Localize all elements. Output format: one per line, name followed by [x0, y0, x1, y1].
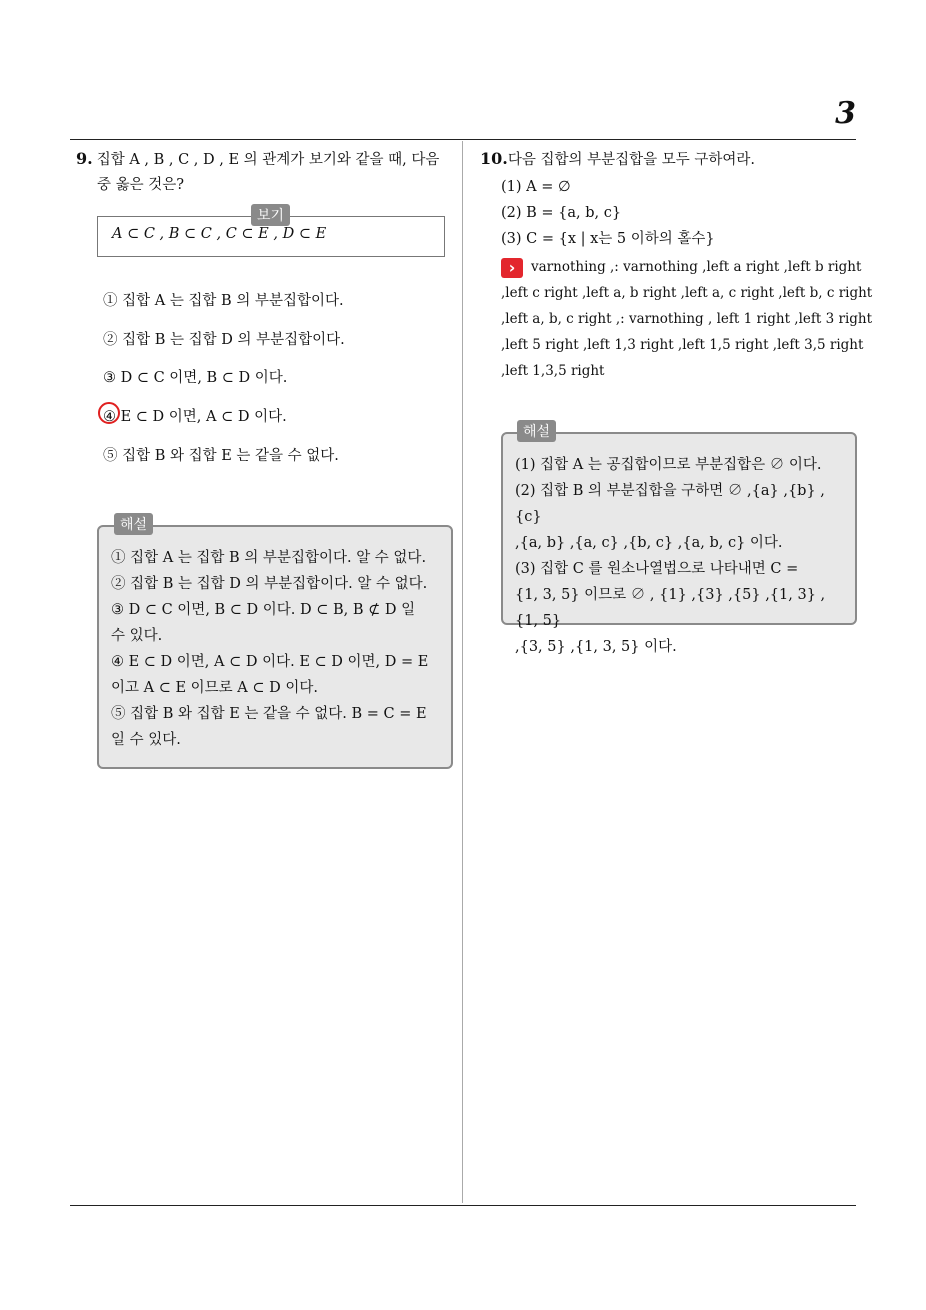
q10-answer-line: varnothing ,: varnothing ,left a right ,left b right [531, 259, 862, 275]
q9-solution-line: ① 집합 A 는 집합 B 의 부분집합이다. 알 수 없다. [111, 550, 427, 566]
column-divider [462, 141, 463, 1203]
q10-answer-line: ,left c right ,left a, b right ,left a, c right ,left b, c right [501, 285, 873, 301]
q10-solution-line: (2) 집합 B 의 부분집합을 구하면 ∅ ,{a} ,{b} ,{c} [515, 483, 825, 525]
header-rule [70, 139, 856, 140]
q9-option-4[interactable]: ④ E ⊂ D 이면, A ⊂ D 이다. [103, 409, 287, 425]
selected-answer-circle-icon [98, 402, 120, 424]
q10-item-2: (2) B = {a, b, c} [501, 205, 622, 221]
q10-answer-line: ,left 5 right ,left 1,3 right ,left 1,5 right ,left 3,5 right [501, 337, 864, 353]
q9-solution-line: ② 집합 B 는 집합 D 의 부분집합이다. 알 수 없다. [111, 576, 428, 592]
q9-solution-line: ③ D ⊂ C 이면, B ⊂ D 이다. D ⊂ B, B ⊄ D 일 [111, 602, 416, 618]
q10-answer-line: ,left a, b, c right ,: varnothing , left 1 right ,left 3 right [501, 311, 873, 327]
q10-solution-line: ,{3, 5} ,{1, 3, 5} 이다. [515, 639, 677, 655]
q9-option-3[interactable]: ③ D ⊂ C 이면, B ⊂ D 이다. [103, 370, 288, 386]
q9-stem-line2: 중 옳은 것은? [97, 177, 185, 193]
bogi-label: 보기 [251, 204, 290, 226]
q9-option-2[interactable]: ② 집합 B 는 집합 D 의 부분집합이다. [103, 332, 345, 348]
q9-option-5[interactable]: ⑤ 집합 B 와 집합 E 는 같을 수 없다. [103, 448, 339, 464]
page-number: 3 [835, 96, 856, 131]
q10-item-3: (3) C = {x | x는 5 이하의 홀수} [501, 231, 715, 247]
q9-solution-label: 해설 [114, 513, 153, 535]
q10-answer [501, 254, 873, 384]
q10-stem-text: 다음 집합의 부분집합을 모두 구하여라. [507, 152, 755, 168]
q10-stem [480, 146, 860, 173]
q9-stem-line1: 집합 A , B , C , D , E 의 관계가 보기와 같을 때, 다음 [96, 152, 440, 168]
q10-solution-line: (1) 집합 A 는 공집합이므로 부분집합은 ∅ 이다. [515, 457, 822, 473]
q9-solution-line: 일 수 있다. [111, 732, 181, 748]
q10-solution-line: (3) 집합 C 를 원소나열법으로 나타내면 C = [515, 561, 799, 577]
footer-rule [70, 1205, 856, 1206]
chevron-right-icon: › [501, 258, 523, 278]
q10-number: 10. [480, 149, 508, 168]
q9-solution-line: 수 있다. [111, 628, 163, 644]
q9-option-1[interactable]: ① 집합 A 는 집합 B 의 부분집합이다. [103, 293, 344, 309]
bogi-content: A ⊂ C , B ⊂ C , C ⊂ E , D ⊂ E [112, 226, 327, 242]
q9-solution-line: ④ E ⊂ D 이면, A ⊂ D 이다. E ⊂ D 이면, D = E [111, 654, 429, 670]
q10-solution-label: 해설 [517, 420, 556, 442]
q10-item-1: (1) A = ∅ [501, 179, 571, 195]
q10-answer-line: ,left 1,3,5 right [501, 363, 605, 379]
q10-items [501, 174, 715, 252]
q9-solution-line: ⑤ 집합 B 와 집합 E 는 같을 수 없다. B = C = E [111, 706, 427, 722]
q9-stem [76, 146, 460, 198]
q9-solution-box [97, 525, 453, 769]
q9-solution-line: 이고 A ⊂ E 이므로 A ⊂ D 이다. [111, 680, 318, 696]
q10-solution-line: {1, 3, 5} 이므로 ∅ , {1} ,{3} ,{5} ,{1, 3} ,{1, 5} [515, 587, 826, 629]
q9-number: 9. [76, 149, 93, 168]
q10-solution-line: ,{a, b} ,{a, c} ,{b, c} ,{a, b, c} 이다. [515, 535, 783, 551]
q10-solution-box [501, 432, 857, 655]
